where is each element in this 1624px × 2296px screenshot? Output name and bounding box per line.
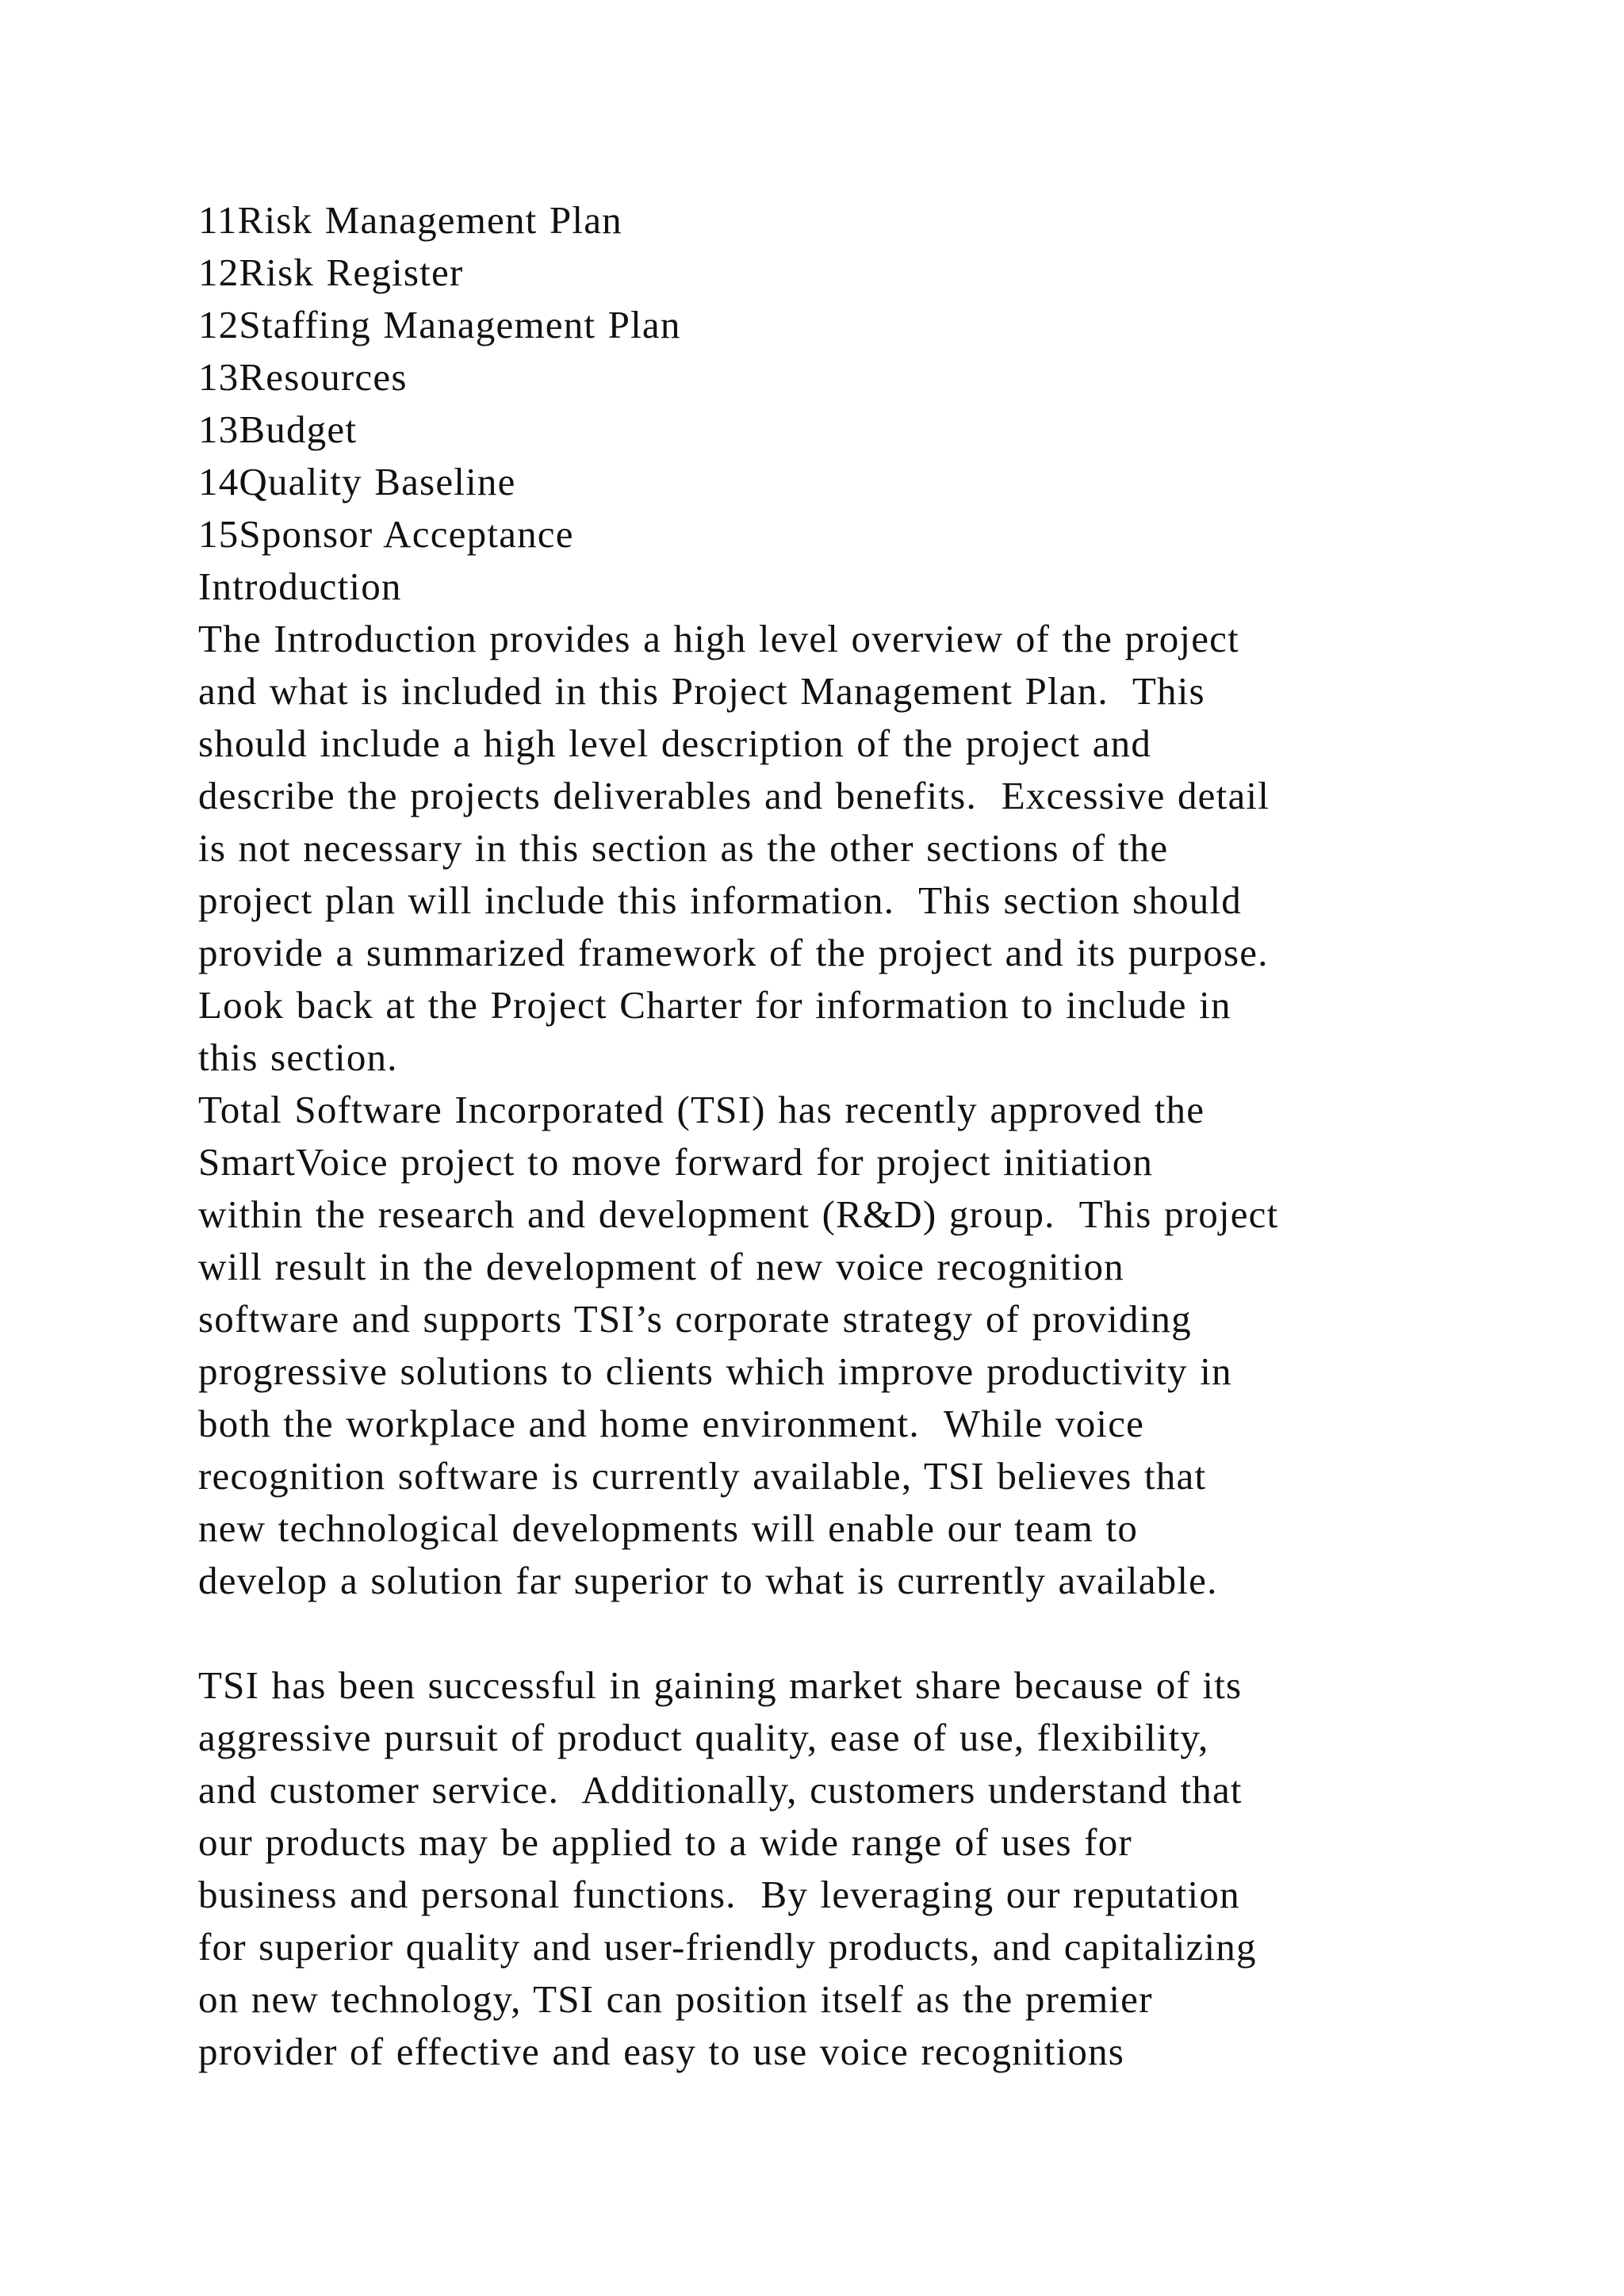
paragraph-line: SmartVoice project to move forward for project initiation — [198, 1140, 1154, 1184]
paragraph-line: Look back at the Project Charter for information to include in — [198, 983, 1231, 1027]
tsi-paragraph — [198, 1084, 1515, 1607]
intro-paragraph — [198, 613, 1515, 1084]
paragraph-line: provider of effective and easy to use voice recognitions — [198, 2030, 1125, 2073]
toc-entry: 12Staffing Management Plan — [198, 303, 681, 346]
paragraph-line: develop a solution far superior to what is currently available. — [198, 1559, 1218, 1602]
toc-entry: 13Resources — [198, 355, 408, 399]
paragraph-line: and what is included in this Project Management Plan. This — [198, 669, 1205, 713]
paragraph-line: progressive solutions to clients which improve productivity in — [198, 1349, 1232, 1393]
toc-entry: 13Budget — [198, 408, 358, 451]
document-body — [198, 194, 1515, 2078]
toc-entry: 11Risk Management Plan — [198, 198, 622, 242]
paragraph-line: provide a summarized framework of the project and its purpose. — [198, 931, 1269, 974]
paragraph-spacer — [198, 1607, 1515, 1659]
paragraph-line: describe the projects deliverables and benefits. Excessive detail — [198, 774, 1270, 817]
toc-entry: 15Sponsor Acceptance — [198, 512, 574, 556]
paragraph-line: will result in the development of new voice recognition — [198, 1245, 1124, 1288]
paragraph-line: for superior quality and user-friendly products, and capitalizing — [198, 1925, 1257, 1969]
market-paragraph — [198, 1659, 1515, 2078]
paragraph-line: our products may be applied to a wide range of uses for — [198, 1820, 1132, 1864]
paragraph-line: is not necessary in this section as the other sections of the — [198, 826, 1169, 870]
paragraph-line: on new technology, TSI can position itself as the premier — [198, 1977, 1153, 2021]
paragraph-line: software and supports TSI’s corporate strategy of providing — [198, 1297, 1192, 1341]
paragraph-line: and customer service. Additionally, customers understand that — [198, 1768, 1243, 1812]
toc-entry: 12Risk Register — [198, 251, 464, 294]
paragraph-line: business and personal functions. By leveraging our reputation — [198, 1873, 1240, 1916]
paragraph-line: both the workplace and home environment. While voice — [198, 1402, 1145, 1445]
paragraph-line: new technological developments will enable our team to — [198, 1506, 1139, 1550]
paragraph-line: should include a high level description of the project and — [198, 721, 1152, 765]
paragraph-line: Total Software Incorporated (TSI) has recently approved the — [198, 1088, 1205, 1131]
paragraph-line: project plan will include this information. This section should — [198, 878, 1242, 922]
paragraph-line: recognition software is currently available, TSI believes that — [198, 1454, 1207, 1498]
paragraph-line: aggressive pursuit of product quality, ease of use, flexibility, — [198, 1716, 1209, 1759]
paragraph-line: this section. — [198, 1035, 398, 1079]
paragraph-line: TSI has been successful in gaining market share because of its — [198, 1663, 1243, 1707]
paragraph-line: The Introduction provides a high level overview of the project — [198, 617, 1239, 660]
paragraph-line: within the research and development (R&D) group. This project — [198, 1192, 1279, 1236]
table-of-contents — [198, 194, 1515, 561]
toc-entry: 14Quality Baseline — [198, 460, 516, 503]
section-heading: Introduction — [198, 564, 402, 608]
